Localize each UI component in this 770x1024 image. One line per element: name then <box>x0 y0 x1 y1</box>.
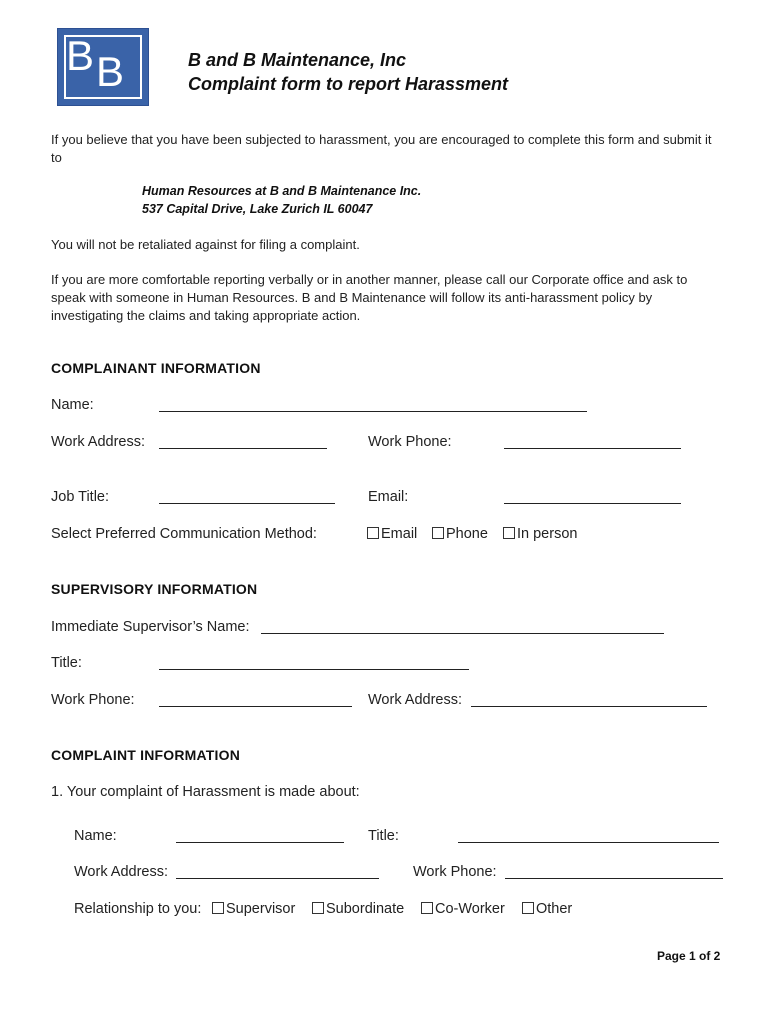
relationship-option-co-worker[interactable] <box>421 901 505 917</box>
relationship-option-other-label: Other <box>536 901 573 917</box>
checkbox-icon[interactable] <box>312 902 324 914</box>
accused-work-address-label: Work Address: <box>74 864 169 880</box>
intro-paragraph-1: If you believe that you have been subjected to harassment, you are encouraged to complete this form and submit it to <box>51 132 712 165</box>
hr-address-line-1: Human Resources at B and B Maintenance Inc. <box>142 184 422 198</box>
intro-paragraph-3: If you are more comfortable reporting verbally or in another manner, please call our Corporate office and ask to speak with someone in Human Resources. B and B Maintenance will follow its anti-harassment policy by investigating the claims and taking appropriate action. <box>51 272 688 323</box>
complaint-heading: COMPLAINT INFORMATION <box>51 747 241 763</box>
supervisory-heading: SUPERVISORY INFORMATION <box>51 581 258 597</box>
communication-method-label: Select Preferred Communication Method: <box>51 526 317 542</box>
relationship-option-co-worker-label: Co-Worker <box>435 901 505 917</box>
company-logo <box>57 28 149 106</box>
accused-title-label: Title: <box>368 828 399 844</box>
supervisor-name-label: Immediate Supervisor’s Name: <box>51 619 250 635</box>
complainant-work-address-field[interactable] <box>159 448 327 449</box>
complainant-work-address-label: Work Address: <box>51 434 146 450</box>
comm-option-in-person-label: In person <box>517 526 578 542</box>
supervisor-name-field[interactable] <box>261 633 664 634</box>
checkbox-icon[interactable] <box>432 527 444 539</box>
checkbox-icon[interactable] <box>522 902 534 914</box>
hr-address-line-2: 537 Capital Drive, Lake Zurich IL 60047 <box>142 202 373 216</box>
checkbox-icon[interactable] <box>367 527 379 539</box>
comm-option-in-person[interactable] <box>503 526 577 542</box>
supervisor-work-address-field[interactable] <box>471 706 707 707</box>
complaint-question-1: 1. Your complaint of Harassment is made about: <box>51 784 360 800</box>
complainant-email-label: Email: <box>368 489 409 505</box>
accused-work-phone-field[interactable] <box>505 878 723 879</box>
logo-letter-b2: B <box>96 48 125 95</box>
supervisor-work-phone-label: Work Phone: <box>51 692 135 708</box>
checkbox-icon[interactable] <box>212 902 224 914</box>
supervisor-title-label: Title: <box>51 655 82 671</box>
comm-option-email-label: Email <box>381 526 418 542</box>
checkbox-icon[interactable] <box>503 527 515 539</box>
complainant-name-field[interactable] <box>159 411 587 412</box>
form-title: Complaint form to report Harassment <box>188 74 509 94</box>
checkbox-icon[interactable] <box>421 902 433 914</box>
relationship-option-supervisor[interactable] <box>212 901 295 917</box>
complainant-name-label: Name: <box>51 397 94 413</box>
supervisor-title-field[interactable] <box>159 669 469 670</box>
accused-name-label: Name: <box>74 828 117 844</box>
relationship-option-other[interactable] <box>522 901 572 917</box>
comm-option-phone-label: Phone <box>446 526 488 542</box>
complainant-heading: COMPLAINANT INFORMATION <box>51 360 261 376</box>
relationship-option-supervisor-label: Supervisor <box>226 901 296 917</box>
complainant-work-phone-field[interactable] <box>504 448 681 449</box>
relationship-option-subordinate-label: Subordinate <box>326 901 405 917</box>
logo-letter-b1: B <box>66 32 95 79</box>
complainant-work-phone-label: Work Phone: <box>368 434 452 450</box>
relationship-label: Relationship to you: <box>74 901 202 917</box>
complainant-job-title-field[interactable] <box>159 503 335 504</box>
accused-name-field[interactable] <box>176 842 344 843</box>
accused-title-field[interactable] <box>458 842 719 843</box>
accused-work-phone-label: Work Phone: <box>413 864 497 880</box>
supervisor-work-phone-field[interactable] <box>159 706 352 707</box>
company-name: B and B Maintenance, Inc <box>188 50 407 70</box>
complainant-email-field[interactable] <box>504 503 681 504</box>
complainant-job-title-label: Job Title: <box>51 489 110 505</box>
intro-paragraph-2: You will not be retaliated against for filing a complaint. <box>51 237 360 252</box>
page-number: Page 1 of 2 <box>657 949 721 963</box>
supervisor-work-address-label: Work Address: <box>368 692 463 708</box>
relationship-option-subordinate[interactable] <box>312 901 404 917</box>
accused-work-address-field[interactable] <box>176 878 379 879</box>
comm-option-email[interactable] <box>367 526 417 542</box>
comm-option-phone[interactable] <box>432 526 488 542</box>
